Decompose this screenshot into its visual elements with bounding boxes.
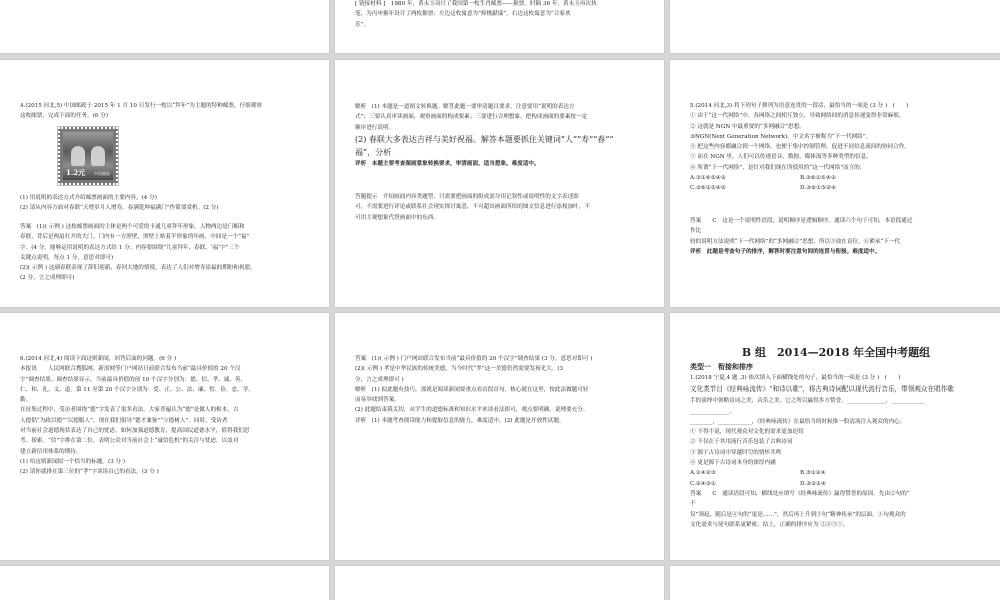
question-6-text: 6.(2014 河北,4) 阅读下面这则新闻，回答后面的问题。(6 分 ) 本报讯 人民网联合搜狐网、新浪网等门户网站日前联合发布当前“最具价值的 20 个汉 字”调查结果。调查结果显示，当前最具价值的前 10 个汉字分别为：德、信、孝、诚、善、 仁、和、礼、义、道。第 11 至第 20 个汉字分别为：爱、正、公、法、廉、智、俭、忠、学、 勤。 在征集过程中，受访者围绕“德”字发表了很多看法。大家普遍认为“德”是做人的根本，古 人提倡“为政以德”“以德服人”，现在我们倡导“德才兼备”“立德树人”。同时，受访者 对当前社会道德现状表达了自己的忧虑，如何加强道德教育，提高国民道德水平，值得我们思 考、探索。“信”字排在第二位，表明公众对当前社会上“诚信危机”的关注与忧虑，以及对 建立新信用体系的期待。 (1) 给这则新闻拟一个恰当的标题。(3 分 ) (2) 请你就排在第三位的“孝”字谈谈自己的看法。(3 分 ) [20, 356, 254, 476]
answer-tips: 答题提示 介绍画面内容类题型，只需要把画面的组成部分用记叙性或说明性的文字表述即 可，不需要进行评论或联系社会现实探讨寓意，不可超出画面所给的图文信息进行添枝加叶，不 可用主观想象代替画面中的东西。 [355, 194, 590, 221]
page-top-left [0, 0, 329, 53]
group-heading: B 组 2014—2018 年全国中考题组 [741, 346, 931, 359]
group-b-text: B 组 2014—2018 年全国中考题组 类型一 衔接和排序 1.(2018 宁夏,4 题 ,3) 依次填入下面横线处的句子，最恰当的一项是 (3 分 ) ( ) 文化类节目《经典咏流传》“和诗以歌”，将古典诗词配以现代流行音乐，带领观众在唱作歌 手的演绎中领略诗词之美、音乐之美。它之所以赢得多方赞誉，______________，____________ ______________。 ________，____________，《经典咏流传》在最恰当的时候推一股清流注入观众的内心。 ① 不得不说，现代观众对文化的需求更加迫切 ② 不仅在于其用流行音乐包装了古典诗词 ③ 源于古诗词中穿越时空的情怀共鸣 ④ 更是源于古诗词本身的深厚内涵 A.①④②③ B.③①②④ C.②④③① D.③②①④ 答案 C 通读语段可知，横线处应填写《经典咏流传》赢得赞誉的原因。先由②句的“ 不 仅”领起，随后是④句的“更是……”，然后再上升到③句“精神传承”的层面。①句观众的 文化需求与尾句联系更紧密，结上，正确的排序应为 ②④③①。 [690, 345, 982, 530]
page-question-6 [0, 313, 329, 560]
page-question-6-answer [335, 313, 664, 560]
stamp-artwork [63, 132, 113, 180]
page-top-right [670, 0, 1000, 53]
question-5-answer: 答案 C 这是一个说明性语段，说明顺序是逻辑顺序。通读六个句子可知，本语段通过 作比 较的说明方法说明“下一代网络”的“多网融合”思想，所以③放在首位。⑥紧承“下一代 评析 此题是考查句子的排序，解答时要注意句间的连贯与衔接。难度适中。 [690, 218, 913, 255]
question-4-answer: 答案 (1)( 示例 ) 这枚邮票画面的主体是两个可爱的卡通儿童拜年形象。人物两边是门楣和 春联，背后是两扇打开的大门。门内有一方照壁，照壁上贴着半形象的年画，中间是一个“福” 字。(4 分，能够运用说明的表达方式给 1 分；内容要围绕“儿童拜年、春联、‘福’字”三个 关键点说明，每点 1 分，意思对即可) (2)( 示例 ) 这副春联表现了辞旧迎新、春回大地的情境，表达了人们对增寿添福的期盼和祝愿。 (2 分，言之成理即可) [20, 224, 256, 282]
child-figure-right [91, 146, 105, 166]
page-question-5 [670, 60, 1000, 307]
stamp-country: 中国邮政 [94, 171, 110, 176]
stamp-value: 1.2元 [66, 168, 86, 177]
options-row-ab: A.①④②③ B.③①②④ [690, 470, 826, 477]
page-question-4-analysis [335, 60, 664, 307]
question-4-stem: 4.(2015 河北,5) 中国邮政于 2015 年 1 月 10 日发行一枚以“拜年”为主题的特种邮票。仔细观察 这枚邮票，完成下面的任务。(6 分) [20, 103, 262, 120]
link-material-text: [ 链接材料 ] 1980 年，黄永玉设计了我国第一枚生肖邮票——猴票。时隔 36 年，黄永玉再次执 笔，为丙申猴年设计了两枚猴票：左边这枚寓意为“捧桃献瑞”，右边这枚寓意为“合家欢 乐”。 [355, 1, 597, 28]
question-6-answer-text: 答案 (1)( 示例 ) 门户网站联合发布当前“最具价值的 20 个汉字”调查结果 (3 分，意思对即可 ) (2)( 示例 ) 孝是中华民族的传统美德，当今时代“孝”这一美德仍然需要发扬光大。(3 分，言之成理即可 ) 解析 (1) 拟此题有技巧，那就是阅读新闻要重点看首段首句，核心就在这里，按此法做题可轻 而易举找到答案。 (2) 此题结束我关切，从学生的道德标准和知识水平来谈看法即可，观点要明确，说理要充分。 评析 (1) 本题考查阅读能力和提取信息的能力，难度适中。(2) 此题是开放性试题。 [355, 356, 593, 424]
options-row-cd: C.②④③① D.③②①④ [690, 480, 827, 487]
options-row-cd: C.③⑥①⑤④② D.③⑥①⑤②④ [690, 185, 837, 192]
page-group-b [670, 313, 1000, 560]
question-4-tasks: (1) 用说明的表达方式介绍邮票画面的主要内容。(4 分) (2) 请从内容方面对春联“天增岁月人增寿，春满乾坤福满门”作简要赏析。(2 分) [20, 195, 219, 212]
options-row-ab: A.③①⑥⑤④② B.③⑥①⑤④② [690, 175, 836, 182]
page-bottom-left [0, 566, 329, 600]
page-top-middle [335, 0, 664, 53]
page-bottom-right [670, 566, 1000, 600]
stamp-image [58, 127, 118, 185]
page-question-4 [0, 60, 329, 307]
analysis-text: 解析 (1) 本题是一道图文转换题。解答此题一要审清题目要求，注意要用“说明的表达方 式”；三要认真审读画面，观察画面的构成要素；三要进行合理想象，把构成画面的要素按一定 顺序进行说明。 (2) 春联大多表达吉祥与美好祝福。解答本题要抓住关键词“人”“寿”“春”“ 福”，分析 评析 本题主要考查图画意象转换要求，审清画面，适当想象。难度适中。 [355, 104, 614, 167]
question-5-stem: 5.(2014 河北,3) 将下列句子排列为语意连贯的一段话，最恰当的一项是 (3 分 ) ( ) ① 由于“这一代网络”中，各网络之间相互独立，导致网络间的消息传递变得非常麻烦。 ② 这就是 NGN 中最重要的“多网融合”思想。 ③NGN(Next Generation Network)，中文名字被称为“下一代网络”。 ④ 把这些内容都融合到一个网络，也便于集中控制管理，促进不同信息流间的协同合作。 ⑤ 而在 NGN 里，人们可以传递语音、数据、媒体流等多种类型的信息。 ⑥ 所谓“下一代网络”，是针对我们现在所使用的“这一代网络”而言的。 A.③①⑥⑤④② B.③⑥①⑤④② C.③⑥①⑤④② D.③⑥①⑤②④ [690, 101, 982, 194]
child-figure-left [71, 146, 85, 166]
page-bottom-middle [335, 566, 664, 600]
type-heading: 类型一 衔接和排序 [690, 362, 753, 371]
